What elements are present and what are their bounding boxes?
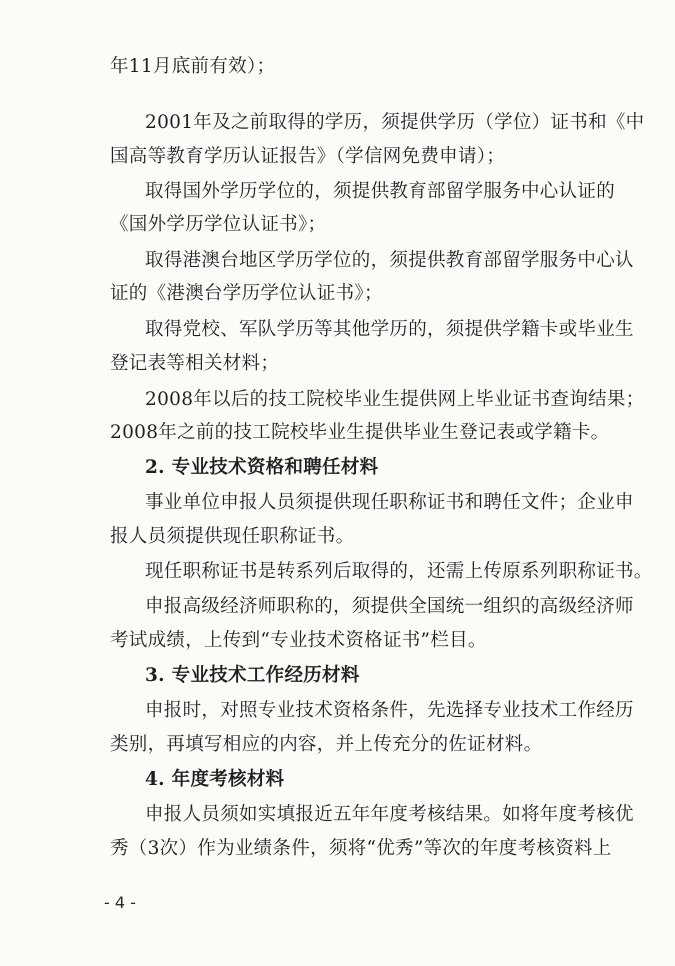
text-line-12: 事业单位申报人员须提供现任职称证书和聘任文件；企业申 <box>145 492 634 513</box>
text-line-9: 登记表等相关材料； <box>110 353 280 374</box>
section-heading-3: 3. 专业技术工作经历材料 <box>145 665 360 686</box>
text-line-17: 申报时，对照专业技术资格条件，先选择专业技术工作经历 <box>145 700 634 721</box>
text-line-6: 取得港澳台地区学历学位的，须提供教育部留学服务中心认 <box>145 250 634 271</box>
text-line-8: 取得党校、军队学历等其他学历的，须提供学籍卡或毕业生 <box>145 319 634 340</box>
text-line-11: 2008年之前的技工院校毕业生提供毕业生登记表或学籍卡。 <box>110 422 610 443</box>
text-line-14: 现任职称证书是转系列后取得的，还需上传原系列职称证书。 <box>145 561 653 582</box>
text-line-3: 国高等教育学历认证报告》（学信网免费申请）； <box>110 146 506 167</box>
text-line-15: 申报高级经济师职称的，须提供全国统一组织的高级经济师 <box>145 596 634 617</box>
text-line-2: 2001年及之前取得的学历，须提供学历（学位）证书和《中 <box>145 112 645 133</box>
section-heading-2: 2. 专业技术资格和聘任材料 <box>145 457 379 478</box>
text-line-7: 证的《港澳台学历学位认证书》； <box>110 283 383 304</box>
text-line-1: 年11月底前有效）； <box>110 56 276 77</box>
text-line-4: 取得国外学历学位的，须提供教育部留学服务中心认证的 <box>145 181 616 202</box>
text-line-19: 申报人员须如实填报近五年年度考核结果。如将年度考核优 <box>145 804 634 825</box>
text-line-10: 2008年以后的技工院校毕业生提供网上毕业证书查询结果； <box>145 389 645 410</box>
text-line-18: 类别，再填写相应的内容，并上传充分的佐证材料。 <box>110 734 543 755</box>
text-line-20: 秀（3次）作为业绩条件，须将“优秀”等次的年度考核资料上 <box>110 838 612 859</box>
section-heading-4: 4. 年度考核材料 <box>145 769 285 790</box>
text-line-13: 报人员须提供现任职称证书。 <box>110 526 355 547</box>
page-number: - 4 - <box>104 893 136 912</box>
text-line-5: 《国外学历学位认证书》； <box>110 214 327 235</box>
text-line-16: 考试成绩，上传到“专业技术资格证书”栏目。 <box>110 630 487 651</box>
